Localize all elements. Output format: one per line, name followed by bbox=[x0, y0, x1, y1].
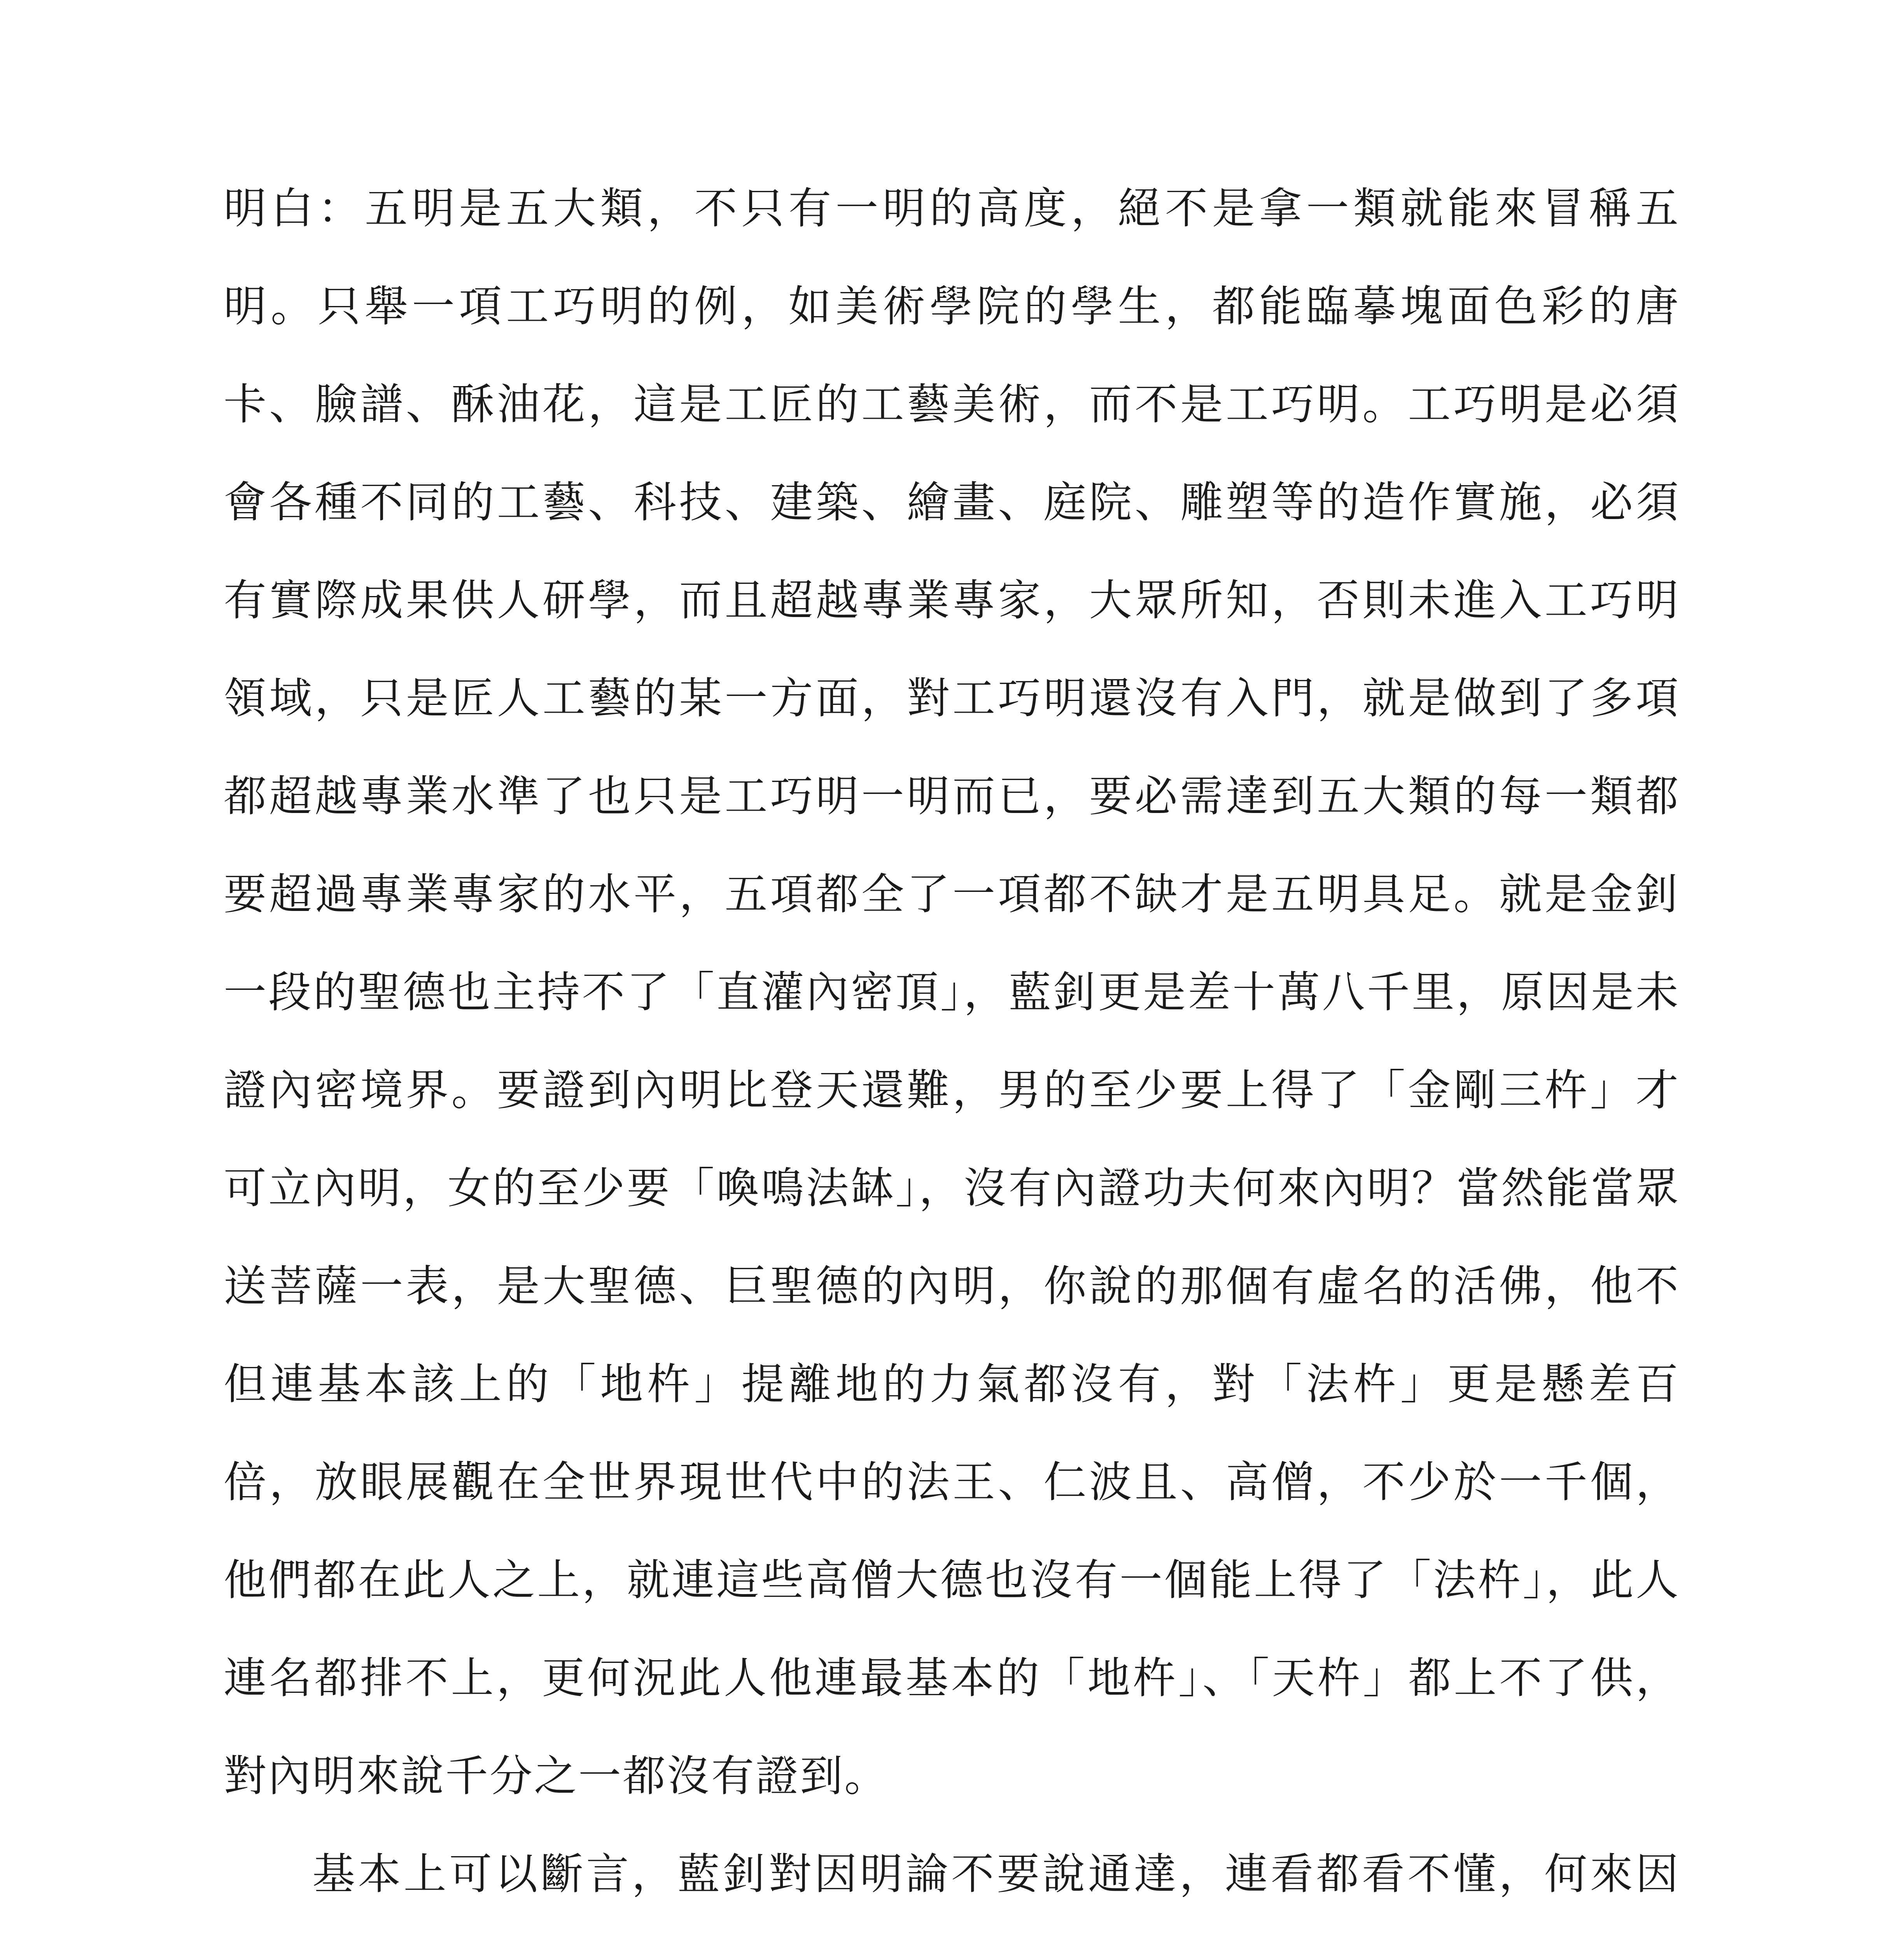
document-body bbox=[224, 159, 1680, 1944]
paragraph-2: 基本上可以斷言，藍釗對因明論不要說通達，連看都看不懂，何來因 bbox=[312, 1849, 1680, 1899]
paragraph-1: 明白：五明是五大類，不只有一明的高度，絕不是拿一類就能來冒稱五明。只舉一項工巧明的例，如美術學院的學生，都能臨摹塊面色彩的唐卡、臉譜、酥油花，這是工匠的工藝美術，而不是工巧明。工巧明是必須會各種不同的工藝、科技、建築、繪畫、庭院、雕塑等的造作實施，必須有實際成果供人研學，而且超越專業專家，大眾所知，否則未進入工巧明領域，只是匠人工藝的某一方面，對工巧明還沒有入門，就是做到了多項都超越專業水準了也只是工巧明一明而已，要必需達到五大類的每一類都要超過專業專家的水平，五項都全了一項都不缺才是五明具足。就是金釗一段的聖德也主持不了「直灌內密頂」，藍釗更是差十萬八千里，原因是未證內密境界。要證到內明比登天還難，男的至少要上得了「金剛三杵」才可立內明，女的至少要「喚鳴法缽」，沒有內證功夫何來內明？當然能當眾送菩薩一表，是大聖德、巨聖德的內明，你說的那個有虛名的活佛，他不但連基本該上的「地杵」提離地的力氣都沒有，對「法杵」更是懸差百倍，放眼展觀在全世界現世代中的法王、仁波且、高僧，不少於一千個，他們都在此人之上，就連這些高僧大德也沒有一個能上得了「法杵」，此人連名都排不上，更何況此人他連最基本的「地杵」、「天杵」都上不了供，對內明來說千分之一都沒有證到。 bbox=[224, 184, 1680, 1801]
